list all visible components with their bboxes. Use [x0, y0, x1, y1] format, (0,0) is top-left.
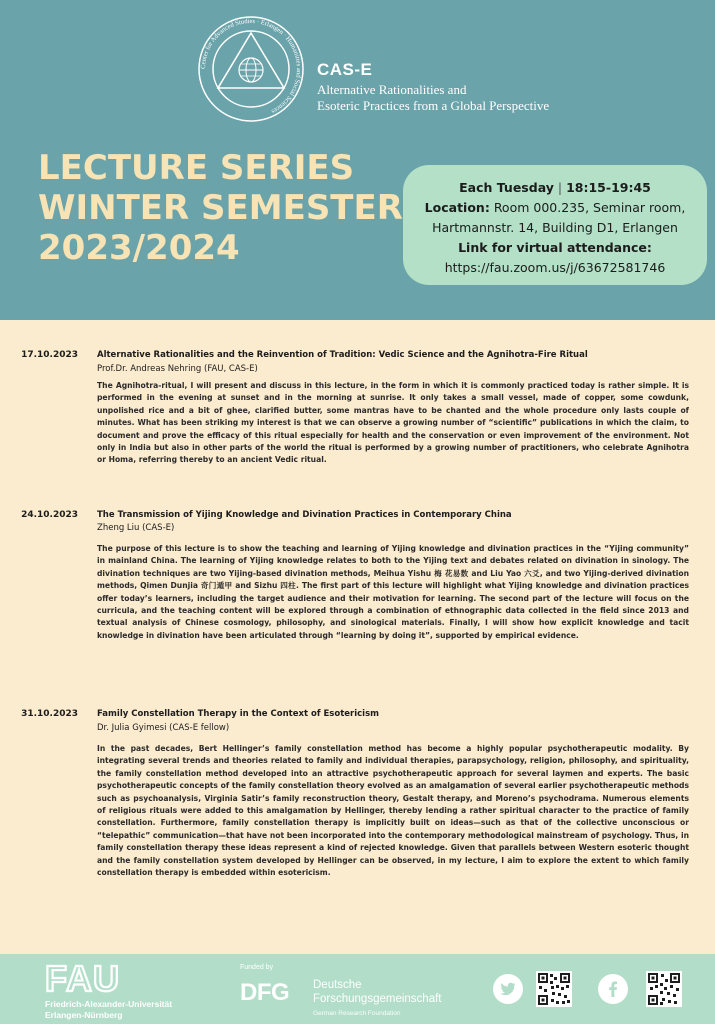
link-label-text: Link for virtual attendance: — [458, 240, 652, 255]
title-line3: 2023/2024 — [38, 228, 240, 268]
dfg-name — [313, 978, 441, 1006]
lecture-title: Family Constellation Therapy in the Context of Esotericism — [97, 709, 379, 719]
location-label: Location: — [424, 200, 490, 215]
location-line2: Hartmannstr. 14, Building D1, Erlangen — [432, 220, 678, 235]
zoom-link[interactable]: https://fau.zoom.us/j/63672581746 — [444, 260, 666, 275]
schedule-day: Each Tuesday — [459, 180, 554, 195]
dfg-logo: DFG — [240, 979, 290, 1006]
lecture-date: 17.10.2023 — [21, 350, 78, 360]
info-box — [403, 165, 707, 285]
twitter-qr-code — [536, 971, 572, 1007]
brand-name: CAS-E — [317, 60, 373, 79]
lecture-speaker: Prof.Dr. Andreas Nehring (FAU, CAS-E) — [97, 364, 258, 374]
fau-name — [45, 999, 172, 1021]
title-line1: LECTURE SERIES — [38, 148, 355, 188]
dfg-subtitle: German Research Foundation — [313, 1010, 401, 1017]
lecture-title: Alternative Rationalities and the Reinvention of Tradition: Vedic Science and the Agnihotra-Fire Ritual — [97, 350, 588, 360]
lecture-title: The Transmission of Yijing Knowledge and Divination Practices in Contemporary China — [97, 510, 512, 520]
header — [0, 0, 715, 320]
page-title — [38, 148, 403, 268]
logo-ring-text: Center for Advanced Studies · Erlangen · Humanities and Social Sciences — [199, 17, 303, 115]
location-line1 — [403, 198, 707, 218]
link-label — [403, 238, 707, 258]
lecture-date: 24.10.2023 — [21, 510, 78, 520]
brand-tagline-line1: Alternative Rationalities and — [317, 82, 467, 97]
lecture-speaker: Zheng Liu (CAS-E) — [97, 523, 175, 533]
dfg-name-line2: Forschungsgemeinschaft — [313, 993, 442, 1005]
facebook-icon[interactable] — [598, 974, 628, 1004]
fau-logo — [45, 959, 135, 997]
schedule-line — [403, 178, 707, 198]
fau-logo-text: FAU — [45, 959, 120, 997]
schedule-separator: | — [557, 180, 563, 195]
brand-tagline — [317, 82, 549, 114]
facebook-qr-code — [646, 971, 682, 1007]
lecture-speaker: Dr. Julia Gyimesi (CAS-E fellow) — [97, 723, 230, 733]
footer — [0, 954, 715, 1024]
lecture-date: 31.10.2023 — [21, 709, 78, 719]
lecture-abstract: The purpose of this lecture is to show the teaching and learning of Yijing knowledge and divination practices in the “Yijing community” in mainland China. The learning of Yijing knowledge relates to both to the Yijing text and debates related on divination in sinology. The divination techniques are two Yijing-based divination methods, Meihua Yishu 梅 花易数 and Liu Yao 六爻, and two Yijing-derived divination methods, Qimen Dunjia 奇门遁甲 and Sizhu 四柱. The first part of this lecture will highlight what Yijing knowledge and divination practices offer today’s learners, including the target audience and their motivation for learning. The second part of the lecture will focus on the curricula, and the teaching content will be explored through a combination of ethnographic data collected in the field since 2013 and textual analysis of Chinese cosmology, philosophy, and sinological materials. Finally, I will show how explicit knowledge and tacit knowledge in divination have been articulated through “learning by doing it”, supported by empirical evidence. — [97, 544, 689, 640]
brand — [317, 60, 549, 114]
lecture-abstract: In the past decades, Bert Hellinger’s family constellation method has become a highly popular psychotherapeutic modality. By integrating several trends and theories related to family and individual therapies, parapsychology, religion, philosophy, and spirituality, the family constellation method developed into an attractive psychotherapeutic approach for several laymen and experts. The basic psychotherapeutic concepts of the family constellation theory evolved as an amalgamation of several earlier psychotherapeutic methods such as psychoanalysis, Virginia Satir’s family reconstruction theory, Gestalt therapy, and Moreno’s psychodrama. Numerous elements of religious rituals were added to this amalgamation by Hellinger, thereby lending a rather spiritual character to the practice of family constellation. Furthermore, family constellation therapy is implicitly built on ideas—such as that of the collective unconscious or “telepathic” communication—that have not been incorporated into the contemporary methodological mainstream of psychology. Thus, in family constellation therapy these ideas represent a kind of rejected knowledge. Given that parallels between Western esoteric thought and the family constellation system developed by Hellinger can be observed, in my lecture, I aim to explore the extent to which family constellation therapy is embedded within esotericism. — [97, 744, 689, 878]
title-line2: WINTER SEMESTER — [38, 188, 403, 228]
brand-tagline-line2: Esoteric Practices from a Global Perspective — [317, 98, 550, 113]
lecture-abstract: The Agnihotra-ritual, I will present and discuss in this lecture, in the form in which it is commonly practiced today is rather simple. It is performed in the evening at sunset and in the morning at sunrise. It only takes a small vessel, made of copper, some cowdunk, unpolished rice and a bit of ghee, clarified butter, some mantras have to be chanted and the whole procedure only lasts couple of minutes. What has been striking my interest is that we can observe a growing number of “scientific” publications in which the claim, to document and prove the efficacy of this ritual especially for health and the conservation or even improvement of the environment. Not only in India but also in other parts of the world the ritual is performed by a growing number of practitioners, who celebrate Agnihotra or Homa, referring thereby to an ancient Vedic ritual. — [97, 381, 689, 465]
fau-name-line2: Erlangen-Nürnberg — [45, 1010, 123, 1020]
dfg-name-line1: Deutsche — [313, 979, 362, 991]
fau-name-line1: Friedrich-Alexander-Universität — [45, 999, 173, 1009]
funded-by-label: Funded by — [240, 964, 274, 971]
schedule-time: 18:15-19:45 — [566, 180, 651, 195]
twitter-icon[interactable] — [493, 974, 523, 1004]
cas-e-logo — [196, 14, 306, 124]
location-room: Room 000.235, Seminar room, — [493, 200, 686, 215]
